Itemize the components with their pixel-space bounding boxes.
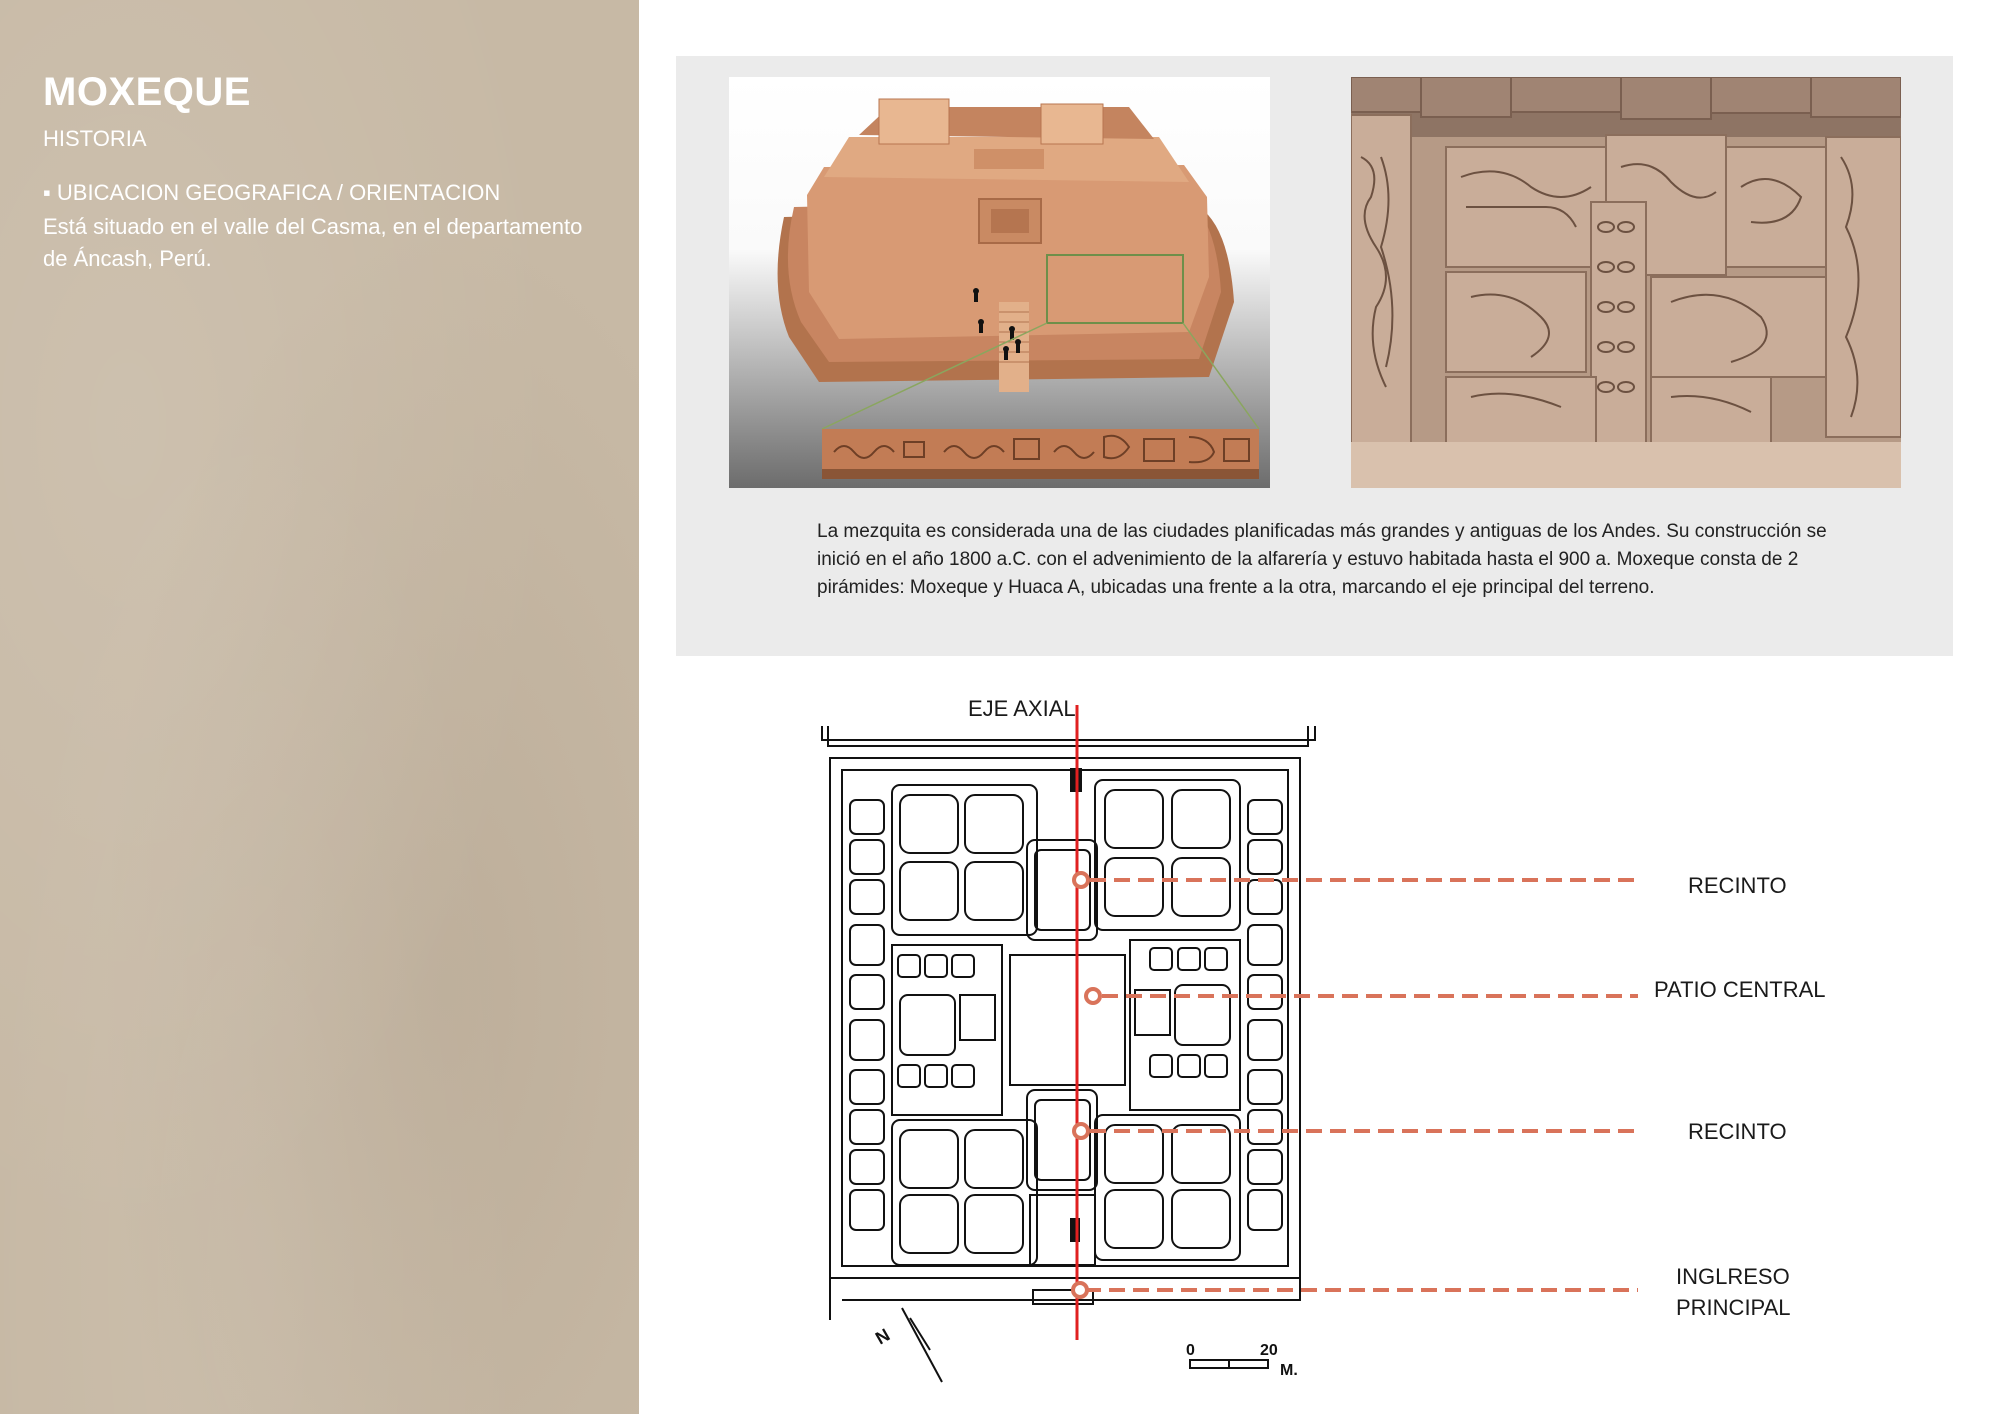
- page-title: MOXEQUE: [43, 70, 251, 114]
- label-recinto-upper: RECINTO: [1688, 873, 1787, 898]
- scale-unit: M.: [1280, 1362, 1298, 1379]
- stone-relief-image: [1351, 77, 1901, 488]
- bullet-heading: ▪ UBICACION GEOGRAFICA / ORIENTACION: [43, 180, 501, 205]
- label-ingreso-line1: INGLRESO: [1676, 1264, 1790, 1289]
- page-subtitle: HISTORIA: [43, 126, 147, 151]
- floor-plan-drawing: [780, 690, 1820, 1390]
- label-ingreso-principal: [1676, 1261, 1791, 1323]
- pyramid-model-image: [729, 77, 1270, 488]
- scale-twenty: 20: [1260, 1342, 1278, 1359]
- label-patio-central: PATIO CENTRAL: [1654, 977, 1826, 1002]
- description-text: La mezquita es considerada una de las ciudades planificadas más grandes y antiguas de los Andes. Su construcción se inició en el año 1800 a.C. con el advenimiento de la alfarería y estuvo habitada hasta el 900 a. Moxeque consta de 2 pirámides: Moxeque y Huaca A, ubicadas una frente a la otra, marcando el eje principal del terreno.: [817, 521, 1827, 598]
- label-recinto-lower: RECINTO: [1688, 1119, 1787, 1144]
- axis-label: EJE AXIAL: [968, 696, 1076, 721]
- label-ingreso-line2: PRINCIPAL: [1676, 1295, 1791, 1320]
- svg-text:N: N: [872, 1324, 894, 1349]
- scale-zero: 0: [1186, 1342, 1195, 1359]
- location-text: Está situado en el valle del Casma, en el departamento de Áncash, Perú.: [43, 214, 583, 271]
